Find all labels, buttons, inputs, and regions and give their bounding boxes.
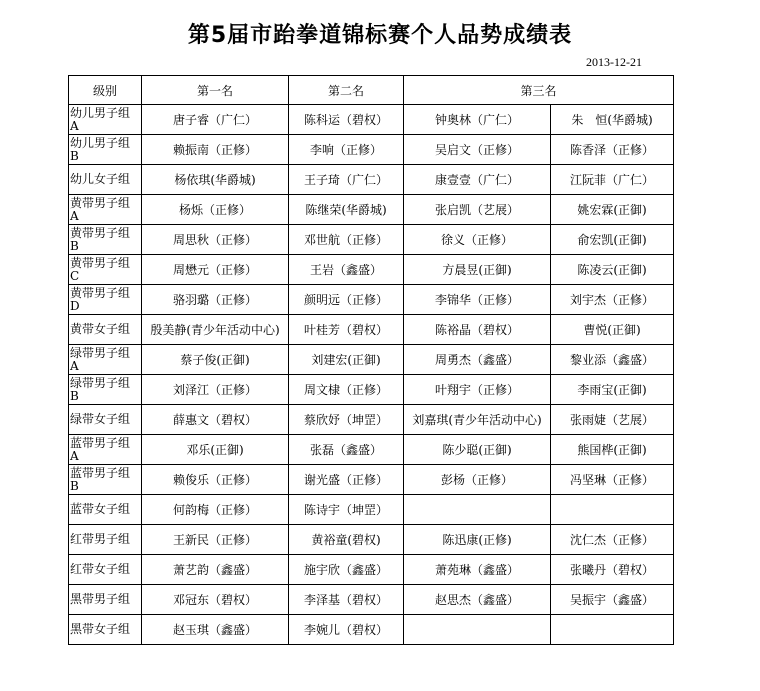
cell-second-place: 施宇欣（鑫盛） xyxy=(289,555,404,585)
cell-first-place: 邓乐(正御) xyxy=(142,435,289,465)
cell-third-place-b: 冯坚琳（正修） xyxy=(551,465,674,495)
cell-first-place: 唐子睿（广仁） xyxy=(142,105,289,135)
cell-first-place: 萧艺韵（鑫盛） xyxy=(142,555,289,585)
cell-level xyxy=(69,255,142,285)
cell-third-place-a: 萧苑琳（鑫盛） xyxy=(404,555,551,585)
cell-third-place-b: 张曦丹（碧权） xyxy=(551,555,674,585)
table-row xyxy=(69,555,674,585)
cell-first-place: 骆羽璐（正修） xyxy=(142,285,289,315)
level-suffix: B xyxy=(70,388,79,403)
level-suffix: A xyxy=(70,118,79,133)
cell-third-place-b: 熊国桦(正御) xyxy=(551,435,674,465)
cell-third-place-a: 彭杨（正修） xyxy=(404,465,551,495)
cell-first-place: 杨烁（正修） xyxy=(142,195,289,225)
header-second: 第二名 xyxy=(289,76,404,105)
cell-third-place-b: 江阮菲（广仁） xyxy=(551,165,674,195)
cell-second-place: 颜明远（正修） xyxy=(289,285,404,315)
cell-third-place-a: 徐义（正修） xyxy=(404,225,551,255)
cell-second-place: 王岩（鑫盛） xyxy=(289,255,404,285)
table-row xyxy=(69,255,674,285)
cell-level xyxy=(69,135,142,165)
cell-third-place-a xyxy=(404,495,551,525)
level-name: 幼儿男子组 xyxy=(70,105,131,120)
level-suffix: B xyxy=(70,238,79,253)
cell-second-place: 陈诗宇（坤罡） xyxy=(289,495,404,525)
cell-third-place-a: 康壹壹（广仁） xyxy=(404,165,551,195)
cell-level xyxy=(69,345,142,375)
cell-second-place: 黄裕童(碧权) xyxy=(289,525,404,555)
cell-third-place-a: 叶翔宇（正修） xyxy=(404,375,551,405)
table-row xyxy=(69,285,674,315)
table-row xyxy=(69,405,674,435)
cell-second-place: 刘建宏(正御) xyxy=(289,345,404,375)
level-name: 黄带男子组 xyxy=(70,255,131,270)
level-suffix: A xyxy=(70,358,79,373)
table-row xyxy=(69,345,674,375)
cell-level xyxy=(69,495,142,525)
cell-third-place-b xyxy=(551,615,674,645)
cell-first-place: 周懋元（正修） xyxy=(142,255,289,285)
cell-level xyxy=(69,165,142,195)
cell-third-place-b: 朱 恒(华爵城) xyxy=(551,105,674,135)
cell-level xyxy=(69,315,142,345)
page-title: 第5届市跆拳道锦标赛个人品势成绩表 xyxy=(187,23,573,48)
cell-third-place-b: 李雨宝(正御) xyxy=(551,375,674,405)
cell-first-place: 蔡子俊(正御) xyxy=(142,345,289,375)
cell-second-place: 张磊（鑫盛） xyxy=(289,435,404,465)
cell-first-place: 邓冠东（碧权） xyxy=(142,585,289,615)
table-header-row xyxy=(69,76,674,105)
cell-first-place: 杨依琪(华爵城) xyxy=(142,165,289,195)
cell-first-place: 殷美静(青少年活动中心) xyxy=(142,315,289,345)
cell-third-place-a: 赵思杰（鑫盛） xyxy=(404,585,551,615)
cell-third-place-b: 沈仁杰（正修） xyxy=(551,525,674,555)
cell-third-place-b: 陈凌云(正御) xyxy=(551,255,674,285)
results-table-body xyxy=(69,76,674,645)
cell-third-place-a: 刘嘉琪(青少年活动中心) xyxy=(404,405,551,435)
table-row xyxy=(69,465,674,495)
cell-third-place-b: 吴振宇（鑫盛） xyxy=(551,585,674,615)
cell-third-place-a: 吴启文（正修） xyxy=(404,135,551,165)
cell-third-place-b xyxy=(551,495,674,525)
cell-third-place-a: 钟奥林（广仁） xyxy=(404,105,551,135)
table-row xyxy=(69,225,674,255)
cell-level xyxy=(69,105,142,135)
level-name: 蓝带男子组 xyxy=(70,435,131,450)
cell-level xyxy=(69,225,142,255)
level-suffix: C xyxy=(70,268,80,283)
cell-third-place-a: 李锦华（正修） xyxy=(404,285,551,315)
cell-level xyxy=(69,615,142,645)
table-row xyxy=(69,615,674,645)
level-name: 黄带女子组 xyxy=(70,322,131,336)
header-third: 第三名 xyxy=(404,76,674,105)
results-table xyxy=(68,75,674,645)
cell-second-place: 王子琦（广仁） xyxy=(289,165,404,195)
cell-level xyxy=(69,195,142,225)
cell-third-place-b: 黎业添（鑫盛） xyxy=(551,345,674,375)
table-row xyxy=(69,585,674,615)
level-suffix: A xyxy=(70,208,79,223)
cell-level xyxy=(69,465,142,495)
level-name: 黄带男子组 xyxy=(70,225,131,240)
level-name: 绿带男子组 xyxy=(70,375,131,390)
cell-level xyxy=(69,405,142,435)
level-name: 蓝带男子组 xyxy=(70,465,131,480)
level-name: 黑带女子组 xyxy=(70,622,131,636)
cell-first-place: 王新民（正修） xyxy=(142,525,289,555)
cell-level xyxy=(69,525,142,555)
cell-level xyxy=(69,585,142,615)
level-name: 幼儿男子组 xyxy=(70,135,131,150)
cell-second-place: 陈继荣(华爵城) xyxy=(289,195,404,225)
cell-second-place: 叶桂芳（碧权） xyxy=(289,315,404,345)
cell-third-place-b: 姚宏霖(正御) xyxy=(551,195,674,225)
cell-first-place: 周思秋（正修） xyxy=(142,225,289,255)
cell-second-place: 邓世航（正修） xyxy=(289,225,404,255)
level-name: 红带男子组 xyxy=(70,532,131,546)
level-name: 绿带男子组 xyxy=(70,345,131,360)
level-name: 黄带男子组 xyxy=(70,285,131,300)
cell-second-place: 周文棣（正修） xyxy=(289,375,404,405)
cell-level xyxy=(69,555,142,585)
table-row xyxy=(69,135,674,165)
cell-third-place-a: 方晨昱(正御) xyxy=(404,255,551,285)
cell-third-place-b: 刘宇杰（正修） xyxy=(551,285,674,315)
cell-second-place: 李泽基（碧权） xyxy=(289,585,404,615)
cell-third-place-b: 俞宏凯(正御) xyxy=(551,225,674,255)
table-row xyxy=(69,105,674,135)
cell-level xyxy=(69,435,142,465)
cell-second-place: 李婉儿（碧权） xyxy=(289,615,404,645)
level-suffix: B xyxy=(70,148,79,163)
level-name: 绿带女子组 xyxy=(70,412,131,426)
cell-third-place-a: 陈迅康(正修) xyxy=(404,525,551,555)
cell-third-place-a: 周勇杰（鑫盛） xyxy=(404,345,551,375)
table-row xyxy=(69,375,674,405)
cell-first-place: 赖俊乐（正修） xyxy=(142,465,289,495)
table-row xyxy=(69,165,674,195)
level-name: 幼儿女子组 xyxy=(70,172,131,186)
cell-third-place-a: 陈裕晶（碧权） xyxy=(404,315,551,345)
table-row xyxy=(69,435,674,465)
cell-first-place: 刘泽江（正修） xyxy=(142,375,289,405)
level-name: 蓝带女子组 xyxy=(70,502,131,516)
cell-third-place-b: 曹悦(正御) xyxy=(551,315,674,345)
level-suffix: B xyxy=(70,478,79,493)
level-suffix: D xyxy=(70,298,80,313)
cell-third-place-a xyxy=(404,615,551,645)
table-row xyxy=(69,495,674,525)
level-suffix: A xyxy=(70,448,79,463)
table-row xyxy=(69,195,674,225)
cell-second-place: 谢光盛（正修） xyxy=(289,465,404,495)
report-date: 2013-12-21 xyxy=(586,55,642,69)
level-name: 黄带男子组 xyxy=(70,195,131,210)
cell-third-place-a: 陈少聪(正御) xyxy=(404,435,551,465)
cell-second-place: 陈科运（碧权） xyxy=(289,105,404,135)
cell-third-place-a: 张启凯（艺展） xyxy=(404,195,551,225)
cell-first-place: 何韵梅（正修） xyxy=(142,495,289,525)
cell-second-place: 蔡欣妤（坤罡） xyxy=(289,405,404,435)
cell-third-place-b: 张雨婕（艺展） xyxy=(551,405,674,435)
cell-first-place: 赵玉琪（鑫盛） xyxy=(142,615,289,645)
cell-level xyxy=(69,285,142,315)
header-level: 级别 xyxy=(69,76,142,105)
cell-first-place: 薛惠文（碧权） xyxy=(142,405,289,435)
cell-first-place: 赖振南（正修） xyxy=(142,135,289,165)
level-name: 黑带男子组 xyxy=(70,592,131,606)
table-row xyxy=(69,315,674,345)
cell-third-place-b: 陈香泽（正修） xyxy=(551,135,674,165)
level-name: 红带女子组 xyxy=(70,562,131,576)
table-row xyxy=(69,525,674,555)
cell-second-place: 李响（正修） xyxy=(289,135,404,165)
cell-level xyxy=(69,375,142,405)
header-first: 第一名 xyxy=(142,76,289,105)
